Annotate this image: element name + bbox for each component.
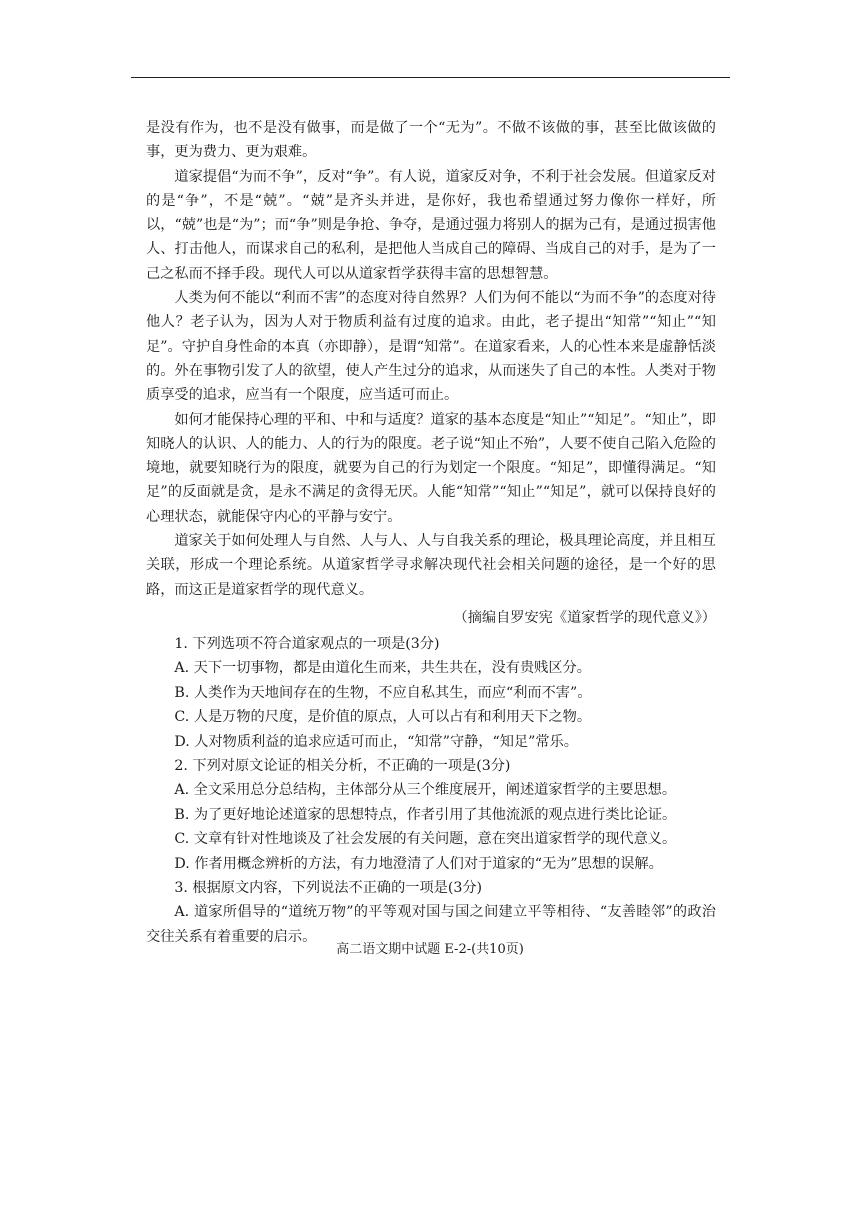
page-body — [146, 116, 716, 949]
answer-option: A. 全文采用总分总结构，主体部分从三个维度展开，阐述道家哲学的主要思想。 — [174, 782, 677, 799]
answer-option: C. 文章有针对性地谈及了社会发展的有关问题，意在突出道家哲学的现代意义。 — [174, 831, 677, 848]
question-stem: 3. 根据原文内容，下列说法不正确的一项是(3分) — [174, 880, 483, 896]
passage-paragraph: 人类为何不能以“利而不害”的态度对待自然界？人们为何不能以“为而不争”的态度对待他人？老子认为，因为人对于物质利益有过度的追求。由此，老子提出“知常”“知止”“知足”。守护自身性命的本真（亦即静），是谓“知常”。在道家看来，人的心性本来是虚静恬淡的。外在事物引发了人的欲望，使人产生过分的追求，从而迷失了自己的本性。人类对于物质享受的追求，应当有一个限度，应当适可而止。 — [146, 290, 716, 404]
answer-option: A. 道家所倡导的“道统万物”的平等观对国与国之间建立平等相待、“友善睦邻”的政治交往关系有着重要的启示。 — [146, 904, 716, 945]
answer-option: C. 人是万物的尺度，是价值的原点，人可以占有和利用天下之物。 — [174, 709, 592, 726]
questions — [146, 632, 716, 949]
passage-paragraph: 道家关于如何处理人与自然、人与人、人与自我关系的理论，极具理论高度，并且相互关联，形成一个理论系统。从道家哲学寻求解决现代社会相关问题的途径，是一个好的思路，而这正是道家哲学的现代意义。 — [146, 533, 716, 598]
header-rule — [131, 77, 730, 78]
answer-option: B. 人类作为天地间存在的生物，不应自私其生，而应“利而不害”。 — [174, 684, 592, 701]
answer-option: D. 作者用概念辨析的方法，有力地澄清了人们对于道家的“无为”思想的误解。 — [174, 855, 663, 872]
passage-paragraph: 道家提倡“为而不争”，反对“争”。有人说，道家反对争，不利于社会发展。但道家反对的是“争”，不是“兢”。“兢”是齐头并进，是你好，我也希望通过努力像你一样好，所以，“兢”也是“为”；而“争”则是争抢、争夺，是通过强力将别人的据为己有，是通过损害他人、打击他人，而谋求自己的私利，是把他人当成自己的障碍、当成自己的对手，是为了一己之私而不择手段。现代人可以从道家哲学获得丰富的思想智慧。 — [146, 168, 716, 282]
passage-paragraph: 如何才能保持心理的平和、中和与适度？道家的基本态度是“知止”“知足”。“知止”，即知晓人的认识、人的能力、人的行为的限度。老子说“知止不殆”，人要不使自己陷入危险的境地，就要知晓行为的限度，就要为自己的行为划定一个限度。“知足”，即懂得满足。“知足”的反面就是贪，是永不满足的贪得无厌。人能“知常”“知止”“知足”，就可以保持良好的心理状态，就能保守内心的平静与安宁。 — [146, 411, 716, 525]
answer-option: D. 人对物质利益的追求应适可而止，“知常”守静，“知足”常乐。 — [174, 733, 578, 750]
page-footer: 高二语文期中试题 E-2-(共10页) — [336, 942, 524, 957]
answer-option: A. 天下一切事物，都是由道化生而来，共生共在，没有贵贱区分。 — [174, 660, 591, 677]
question-stem: 1. 下列选项不符合道家观点的一项是(3分) — [174, 635, 440, 652]
passage-paragraph: 是没有作为，也不是没有做事，而是做了一个“无为”。不做不该做的事，甚至比做该做的事，更为费力、更为艰难。 — [146, 120, 716, 161]
question-stem: 2. 下列对原文论证的相关分析，不正确的一项是(3分) — [174, 757, 511, 774]
source-citation: （摘编自罗安宪《道家哲学的现代意义》） — [453, 609, 716, 626]
answer-option: B. 为了更好地论述道家的思想特点，作者引用了其他流派的观点进行类比论证。 — [174, 806, 677, 823]
